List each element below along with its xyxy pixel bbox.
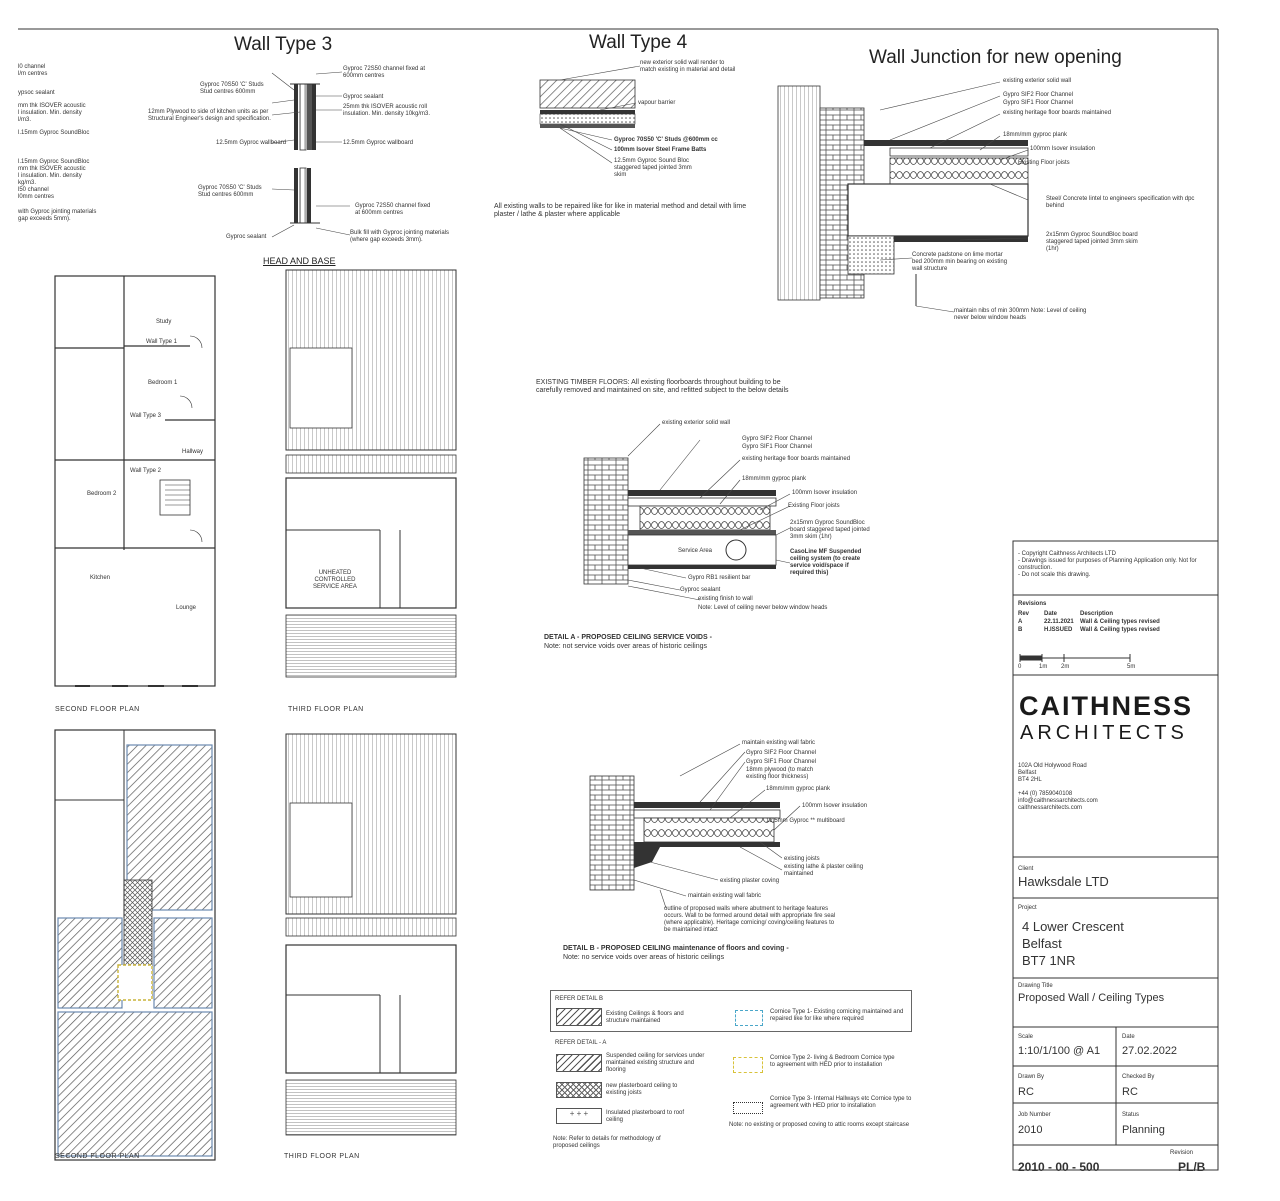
- brand-logo-architects: ARCHITECTS: [1020, 722, 1188, 744]
- second-floor-plan-top: [55, 276, 215, 686]
- wt3-label: 12.5mm Gyproc wallboard: [216, 140, 287, 146]
- wt4-label: 12.5mm Gyproc Sound Bloc staggered taped jointed 3mm skim: [614, 158, 692, 178]
- detail-b-label: 12.5mm Gyproc ** multiboard: [766, 818, 845, 824]
- copyright-line: - Copyright Caithness Architects LTD: [1018, 551, 1116, 557]
- note-line: l/m centres: [18, 71, 48, 77]
- wt3-label: 25mm thk ISOVER acoustic roll insulation. Min. density 10kg/m3.: [343, 104, 431, 117]
- note-line: l0mm centres: [18, 194, 55, 200]
- room-label: Hallway: [182, 449, 204, 455]
- detail-b-label: existing joists: [784, 856, 820, 862]
- detail-b-label: maintain existing wall fabric: [742, 740, 816, 746]
- wt3-label: Gyproc 70S50 'C' Studs Stud centres 600mm: [198, 185, 262, 198]
- second-floor-plan-bottom: [55, 730, 215, 1160]
- wall-type-3-title: Wall Type 3: [234, 34, 333, 55]
- wall-type-4-title: Wall Type 4: [589, 32, 688, 53]
- scale-label: Scale: [1018, 1034, 1034, 1040]
- note-line: l.15mm Gyproc SoundBloc: [18, 159, 90, 165]
- client-value: Hawksdale LTD: [1018, 874, 1109, 889]
- copyright-notes: [1018, 551, 1214, 579]
- junction-label: Existing Floor joists: [1018, 160, 1070, 166]
- wt4-label: new exterior solid wall render to match existing in material and detail: [640, 60, 736, 73]
- note-line: l insulation. Min. density: [18, 173, 82, 179]
- detail-a-label: existing exterior solid wall: [662, 420, 731, 426]
- legend-plasterboard: new plasterboard ceiling to existing joists: [606, 1083, 678, 1096]
- rev-header-desc: Description: [1080, 611, 1114, 617]
- wall-junction-title: Wall Junction for new opening: [869, 47, 1122, 68]
- date-label: Date: [1122, 1034, 1135, 1040]
- revisions-label: Revisions: [1018, 601, 1047, 607]
- wt3-label: Gyproc sealant: [226, 234, 267, 240]
- detail-b-label: 100mm Isover insulation: [802, 803, 868, 809]
- junction-label: existing heritage floor boards maintained: [1003, 110, 1112, 116]
- legend-swatch-plasterboard: [556, 1082, 602, 1098]
- detail-a-subtitle: Note: not service voids over areas of historic ceilings: [544, 643, 708, 650]
- note-line: ypsoc sealant: [18, 90, 55, 96]
- legend-cornice-1: Cornice Type 1- Existing cornicing maintained and repaired like for like where required: [770, 1009, 904, 1022]
- legend-frame-top: [550, 990, 912, 1032]
- room-label: Wall Type 1: [146, 339, 178, 345]
- rev-b-id: B: [1018, 627, 1023, 633]
- rev-b-date: H.ISSUED: [1044, 627, 1073, 633]
- detail-b-title: DETAIL B - PROPOSED CEILING maintenance of floors and coving -: [563, 945, 789, 952]
- detail-b-label: 18mm plywood (to match existing floor thickness): [746, 767, 814, 780]
- detail-b-subtitle: Note: no service voids over areas of historic ceilings: [563, 954, 725, 961]
- detail-a-label: 18mm/mm gyproc plank: [742, 476, 807, 482]
- rev-header-rev: Rev: [1018, 611, 1030, 617]
- wt3-label: Gyproc sealant: [343, 94, 384, 100]
- room-label: Bedroom 1: [148, 380, 178, 386]
- status-value: Planning: [1122, 1124, 1165, 1136]
- address-line: [1018, 784, 1098, 791]
- detail-a-label: Gypro SIF2 Floor Channel: [742, 436, 813, 442]
- detail-a-title: DETAIL A - PROPOSED CEILING SERVICE VOIDS -: [544, 634, 712, 641]
- junction-label: Gypro SIF1 Floor Channel: [1003, 100, 1074, 106]
- wt4-label: Gyproc 70S50 'C' Studs @600mm cc: [614, 137, 718, 143]
- junction-label: 18mm/mm gyproc plank: [1003, 132, 1068, 138]
- detail-a-label: existing heritage floor boards maintained: [742, 456, 851, 462]
- wall-junction-detail: [778, 82, 1028, 312]
- wt3-label: Gyproc 70S50 'C' Studs Stud centres 600mm: [200, 82, 264, 95]
- detail-a-label: 2x15mm Gyproc SoundBloc board staggered taped jointed 3mm skim (1hr): [790, 520, 870, 540]
- detail-b-label: Gypro SIF2 Floor Channel: [746, 750, 817, 756]
- legend-insulated: Insulated plasterboard to roof ceiling: [606, 1110, 685, 1123]
- detail-a-label: Gypro SIF1 Floor Channel: [742, 444, 813, 450]
- detail-a-label: Gyproc sealant: [680, 587, 721, 593]
- wt3-label: 12mm Plywood to side of kitchen units as per Structural Engineer's design and specification.: [148, 109, 271, 122]
- note-line: l.15mm Gyproc SoundBloc: [18, 130, 90, 136]
- note-line: l insulation. Min. density: [18, 110, 82, 116]
- copyright-line: - Do not scale this drawing.: [1018, 572, 1091, 578]
- address-line: Belfast: [1018, 770, 1037, 776]
- revision-label: Revision: [1170, 1150, 1194, 1156]
- room-label: Wall Type 3: [130, 413, 162, 419]
- copyright-line: - Drawings issued for purposes of Planning Application only. Not for construction.: [1018, 558, 1197, 571]
- client-label: Client: [1018, 866, 1034, 872]
- existing-floors-note: EXISTING TIMBER FLOORS: All existing floorboards throughout building to be carefully removed and maintained on site, and refitted subject to the below details: [536, 379, 789, 394]
- junction-label: 2x15mm Gyproc SoundBloc board staggered taped jointed 3mm skim (1hr): [1046, 232, 1138, 252]
- brand-logo-caithness: CAITHNESS: [1019, 691, 1194, 721]
- scale-tick: 0: [1018, 664, 1022, 670]
- legend-cornice-note: Note: no existing or proposed coving to attic rooms except staircase: [729, 1122, 910, 1128]
- room-label: Kitchen: [90, 575, 111, 581]
- detail-b-label: 18mm/mm gyproc plank: [766, 786, 831, 792]
- office-address: [1018, 763, 1098, 812]
- legend-swatch-suspended: [556, 1054, 602, 1072]
- detail-b-label: maintain existing wall fabric: [688, 893, 762, 899]
- room-label: UNHEATED CONTROLLED SERVICE AREA: [313, 570, 357, 590]
- detail-b-label: outline of proposed walls where abutment to heritage features occurs. Wall to be formed around detail with appropriate fire seal (where applicable). Heritage cornicing/ coving/ceiling features to be maintained intact: [664, 906, 836, 933]
- head-and-base-title: HEAD AND BASE: [263, 256, 336, 266]
- junction-label: maintain nibs of min 300mm Note: Level of ceiling never below window heads: [954, 308, 1087, 321]
- scale-tick: 2m: [1061, 664, 1070, 670]
- legend-note: Note: Refer to details for methodology of proposed ceilings: [553, 1136, 661, 1149]
- wt4-note: All existing walls to be repaired like for like in material method and detail with lime plaster / lathe & plaster where applicable: [494, 203, 747, 218]
- detail-b-label: Gypro SIF1 Floor Channel: [746, 759, 817, 765]
- legend-swatch-cornice-3: [733, 1102, 763, 1114]
- plan-label-third-top: THIRD FLOOR PLAN: [288, 706, 364, 713]
- junction-label: Steel/ Concrete lintel to engineers specification with dpc behind: [1046, 196, 1195, 209]
- wt4-label: vapour barrier: [638, 100, 676, 106]
- wall-type-3-detail: [272, 72, 350, 237]
- scale-tick: 1m: [1039, 664, 1048, 670]
- note-line: l0 channel: [18, 64, 46, 70]
- drawing-title-value: Proposed Wall / Ceiling Types: [1018, 992, 1165, 1004]
- legend-cornice-2: Cornice Type 2- living & Bedroom Cornice type to agreement with HED prior to installation: [770, 1055, 895, 1068]
- date-value: 27.02.2022: [1122, 1045, 1178, 1057]
- rev-a-id: A: [1018, 619, 1023, 625]
- note-line: kg/m3.: [18, 180, 37, 186]
- note-line: l/m3.: [18, 117, 32, 123]
- junction-label: existing exterior solid wall: [1003, 78, 1072, 84]
- status-label: Status: [1122, 1112, 1140, 1118]
- junction-label: Concrete padstone on lime mortar bed 200mm min bearing on existing wall structure: [912, 252, 1008, 272]
- detail-a-label: 100mm Isover insulation: [792, 490, 858, 496]
- project-line-1: 4 Lower Crescent: [1022, 919, 1124, 934]
- detail-a-label: Existing Floor joists: [788, 503, 840, 509]
- address-website: caithnessarchitects.com: [1018, 805, 1083, 811]
- legend-swatch-insulated: + + +: [556, 1108, 602, 1124]
- project-line-3: BT7 1NR: [1022, 953, 1076, 968]
- detail-b-label: existing plaster coving: [720, 878, 780, 884]
- wt3-label: Bulk fill with Gyproc jointing materials (where gap exceeds 3mm).: [350, 230, 450, 243]
- room-label: Bedroom 2: [87, 491, 117, 497]
- note-line: gap exceeds 5mm).: [18, 216, 71, 222]
- detail-a-label: existing finish to wall: [698, 596, 753, 602]
- drawn-by-label: Drawn By: [1018, 1074, 1045, 1080]
- wt4-label: 100mm Isover Steel Frame Batts: [614, 147, 707, 153]
- project-label: Project: [1018, 905, 1037, 911]
- rev-b-desc: Wall & Ceiling types revised: [1080, 627, 1160, 633]
- checked-by-label: Checked By: [1122, 1074, 1155, 1080]
- wt3-label: Gyproc 72S50 channel fixed at 600mm centres: [343, 66, 426, 79]
- detail-a-label: Note: Level of ceiling never below window heads: [698, 605, 828, 611]
- project-line-2: Belfast: [1022, 936, 1062, 951]
- room-label: Study: [156, 319, 172, 325]
- drawing-number-value: 2010 - 00 - 500: [1018, 1160, 1100, 1174]
- legend-swatch-cornice-2: [733, 1057, 763, 1073]
- job-number-label: Job Number: [1018, 1112, 1051, 1118]
- plan-label-third-bottom: THIRD FLOOR PLAN: [284, 1153, 360, 1160]
- checked-by-value: RC: [1122, 1086, 1138, 1098]
- scale-bar: [1020, 654, 1130, 662]
- drawing-title-label: Drawing Title: [1018, 983, 1053, 989]
- note-line: l50 channel: [18, 187, 49, 193]
- legend-refer-a: REFER DETAIL - A: [555, 1040, 607, 1046]
- plan-label-second-top: SECOND FLOOR PLAN: [55, 706, 140, 713]
- scale-value: 1:10/1/100 @ A1: [1018, 1045, 1101, 1057]
- drawn-by-value: RC: [1018, 1086, 1034, 1098]
- detail-a-service-area: Service Area: [678, 548, 713, 554]
- rev-a-desc: Wall & Ceiling types revised: [1080, 619, 1160, 625]
- address-line: BT4 2HL: [1018, 777, 1042, 783]
- scale-tick: 5m: [1127, 664, 1136, 670]
- junction-label: Gypro SIF2 Floor Channel: [1003, 92, 1074, 98]
- junction-label: 100mm Isover insulation: [1030, 146, 1096, 152]
- room-label: Lounge: [176, 605, 197, 611]
- legend-existing: Existing Ceilings & floors and structure maintained: [606, 1011, 684, 1024]
- third-floor-plan-bottom: [286, 734, 456, 1135]
- note-line: with Gyproc jointing materials: [18, 209, 97, 215]
- address-line: 102A Old Holywood Road: [1018, 763, 1087, 769]
- note-line: mm thk ISOVER acoustic: [18, 103, 86, 109]
- job-number-value: 2010: [1018, 1124, 1043, 1136]
- third-floor-plan-top: [286, 270, 456, 677]
- detail-a-label: Gypro RB1 resilient bar: [688, 575, 751, 581]
- legend-refer-b: REFER DETAIL B: [555, 996, 604, 1002]
- rev-header-date: Date: [1044, 611, 1058, 617]
- address-email: info@caithnessarchitects.com: [1018, 798, 1098, 804]
- wt3-left-notes: [18, 64, 118, 223]
- legend-suspended: Suspended ceiling for services under maintained existing structure and flooring: [606, 1053, 705, 1073]
- detail-a-label: CasoLine MF Suspended ceiling system (to create service void/space if required this): [790, 549, 862, 576]
- address-phone: +44 (0) 7859040108: [1018, 791, 1073, 797]
- note-line: mm thk ISOVER acoustic: [18, 166, 86, 172]
- revision-value: PL/B: [1178, 1160, 1206, 1174]
- plan-label-second-bottom: SECOND FLOOR PLAN: [55, 1153, 140, 1160]
- room-label: Wall Type 2: [130, 468, 162, 474]
- legend-cornice-3: Cornice Type 3- Internal Hallways etc Cornice type to agreement with HED prior to installation: [770, 1096, 912, 1109]
- rev-a-date: 22.11.2021: [1044, 619, 1074, 625]
- detail-b-label: existing lathe & plaster ceiling maintained: [784, 864, 864, 877]
- wt3-label: Gyproc 72S50 channel fixed at 600mm centres: [355, 203, 431, 216]
- wt3-label: 12.5mm Gyproc wallboard: [343, 140, 414, 146]
